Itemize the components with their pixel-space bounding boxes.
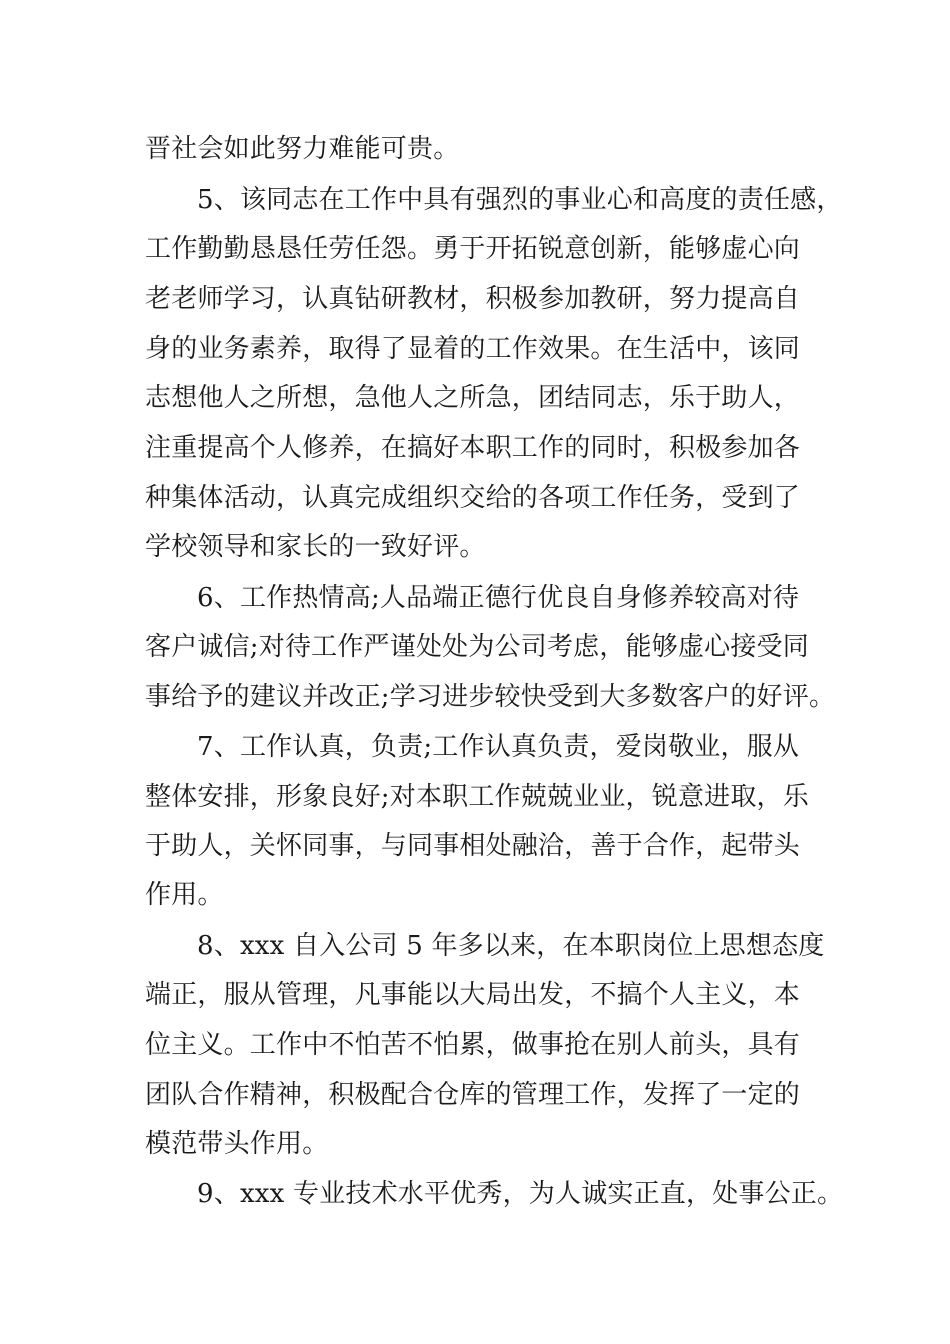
paragraph-5-line: 5、该同志在工作中具有强烈的事业心和高度的责任感， bbox=[197, 185, 843, 215]
paragraph-9-line: 9、xxx 专业技术水平优秀，为人诚实正直，处事公正。 bbox=[197, 1179, 844, 1209]
paragraph-8-line: 模范带头作用。 bbox=[145, 1129, 329, 1159]
text-line: 晋社会如此努力难能可贵。 bbox=[145, 134, 460, 164]
paragraph-5-line: 身的业务素养，取得了显着的工作效果。在生活中，该同 bbox=[145, 334, 801, 364]
paragraph-8-line: 位主义。工作中不怕苦不怕累，做事抢在别人前头，具有 bbox=[145, 1030, 801, 1060]
paragraph-5-line: 注重提高个人修养，在搞好本职工作的同时，积极参加各 bbox=[145, 433, 801, 463]
paragraph-7-line: 整体安排，形象良好;对本职工作兢兢业业，锐意进取，乐 bbox=[145, 782, 809, 812]
paragraph-7-line: 作用。 bbox=[145, 880, 224, 910]
paragraph-5-line: 老老师学习，认真钻研教材，积极参加教研，努力提高自 bbox=[145, 284, 801, 314]
paragraph-6-line: 客户诚信;对待工作严谨处处为公司考虑，能够虚心接受同 bbox=[145, 632, 809, 662]
paragraph-8-line: 端正，服从管理，凡事能以大局出发，不搞个人主义，本 bbox=[145, 980, 801, 1010]
paragraph-5-line: 志想他人之所想，急他人之所急，团结同志，乐于助人， bbox=[145, 383, 801, 413]
paragraph-5-line: 工作勤勤恳恳任劳任怨。勇于开拓锐意创新，能够虚心向 bbox=[145, 234, 801, 264]
paragraph-8-line: 团队合作精神，积极配合仓库的管理工作，发挥了一定的 bbox=[145, 1080, 801, 1110]
paragraph-7-line: 于助人，关怀同事，与同事相处融洽，善于合作，起带头 bbox=[145, 831, 801, 861]
paragraph-8-line: 8、xxx 自入公司 5 年多以来，在本职岗位上思想态度 bbox=[197, 931, 825, 961]
paragraph-7-line: 7、工作认真，负责;工作认真负责，爱岗敬业，服从 bbox=[197, 732, 800, 762]
paragraph-6-line: 事给予的建议并改正;学习进步较快受到大多数客户的好评。 bbox=[145, 682, 836, 712]
paragraph-5-line: 种集体活动，认真完成组织交给的各项工作任务，受到了 bbox=[145, 483, 801, 513]
paragraph-6-line: 6、工作热情高;人品端正德行优良自身修养较高对待 bbox=[197, 583, 800, 613]
paragraph-5-line: 学校领导和家长的一致好评。 bbox=[145, 532, 486, 562]
